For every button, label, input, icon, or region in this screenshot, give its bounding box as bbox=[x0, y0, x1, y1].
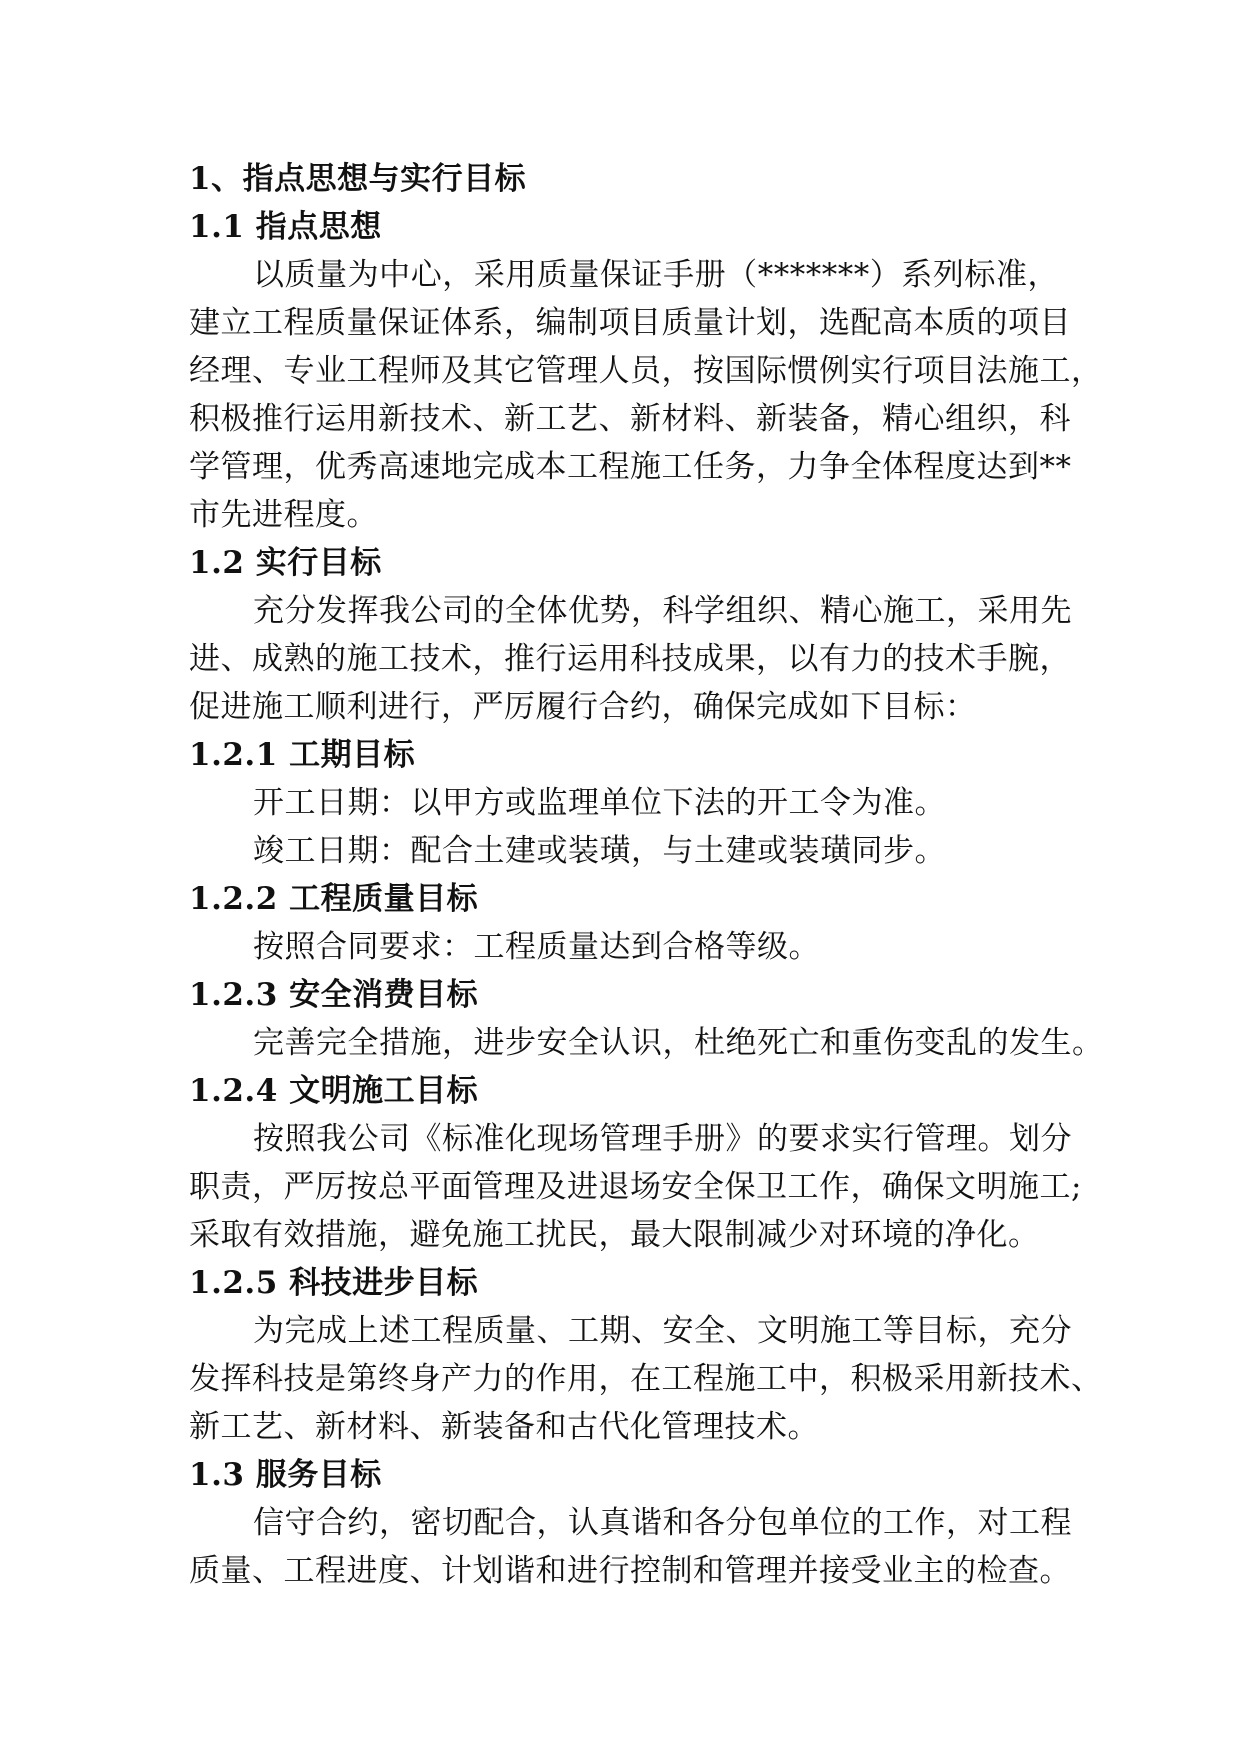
text-line: 促进施工顺利进行，严厉履行合约，确保完成如下目标： bbox=[189, 689, 977, 725]
text-line: 积极推行运用新技术、新工艺、新材料、新装备，精心组织，科 bbox=[189, 401, 1071, 437]
section-heading: 1.3 服务目标 bbox=[189, 1457, 382, 1493]
section-heading: 1.2.5 科技进步目标 bbox=[189, 1265, 479, 1301]
text-line: 为完成上述工程质量、工期、安全、文明施工等目标，充分 bbox=[253, 1313, 1072, 1349]
text-line: 按照我公司《标准化现场管理手册》的要求实行管理。划分 bbox=[253, 1121, 1072, 1157]
text-line: 采取有效措施，避免施工扰民，最大限制减少对环境的净化。 bbox=[189, 1217, 1040, 1253]
section-heading: 1.2.1 工期目标 bbox=[189, 737, 416, 773]
text-line: 进、成熟的施工技术，推行运用科技成果，以有力的技术手腕， bbox=[189, 641, 1071, 677]
text-line: 质量、工程进度、计划谐和进行控制和管理并接受业主的检查。 bbox=[189, 1553, 1071, 1589]
section-heading: 1.1 指点思想 bbox=[189, 209, 382, 245]
section-heading: 1.2.2 工程质量目标 bbox=[189, 881, 479, 917]
paragraph bbox=[189, 1499, 1072, 1595]
text-line: 职责，严厉按总平面管理及进退场安全保卫工作，确保文明施工; bbox=[189, 1169, 1082, 1205]
text-line: 建立工程质量保证体系，编制项目质量计划，选配高本质的项目 bbox=[189, 305, 1071, 341]
text-line: 竣工日期：配合土建或装璜，与土建或装璜同步。 bbox=[253, 833, 946, 869]
text-line: 市先进程度。 bbox=[189, 497, 378, 533]
document-page bbox=[189, 155, 1104, 1595]
text-line: 完善完全措施，进步安全认识，杜绝死亡和重伤变乱的发生。 bbox=[253, 1025, 1104, 1061]
paragraph bbox=[189, 251, 1103, 539]
section-heading: 1、指点思想与实行目标 bbox=[189, 161, 527, 197]
text-line: 充分发挥我公司的全体优势，科学组织、精心施工，采用先 bbox=[253, 593, 1072, 629]
paragraph bbox=[189, 1019, 1104, 1067]
paragraph bbox=[189, 1115, 1082, 1259]
section-heading: 1.2 实行目标 bbox=[189, 545, 382, 581]
paragraph bbox=[189, 923, 1059, 971]
paragraph bbox=[189, 779, 1059, 827]
text-line: 经理、专业工程师及其它管理人员，按国际惯例实行项目法施工， bbox=[189, 353, 1103, 389]
section-heading: 1.2.4 文明施工目标 bbox=[189, 1073, 479, 1109]
text-line: 发挥科技是第终身产力的作用，在工程施工中，积极采用新技术、 bbox=[189, 1361, 1103, 1397]
text-line: 新工艺、新材料、新装备和古代化管理技术。 bbox=[189, 1409, 819, 1445]
text-line: 以质量为中心，采用质量保证手册（*******）系列标准， bbox=[253, 257, 1059, 293]
text-line: 开工日期：以甲方或监理单位下法的开工令为准。 bbox=[253, 785, 946, 821]
paragraph bbox=[189, 1307, 1103, 1451]
paragraph bbox=[189, 587, 1072, 731]
text-line: 信守合约，密切配合，认真谐和各分包单位的工作，对工程 bbox=[253, 1505, 1072, 1541]
text-line: 学管理，优秀高速地完成本工程施工任务，力争全体程度达到** bbox=[189, 449, 1072, 485]
section-heading: 1.2.3 安全消费目标 bbox=[189, 977, 479, 1013]
paragraph bbox=[189, 827, 1059, 875]
text-line: 按照合同要求：工程质量达到合格等级。 bbox=[253, 929, 820, 965]
